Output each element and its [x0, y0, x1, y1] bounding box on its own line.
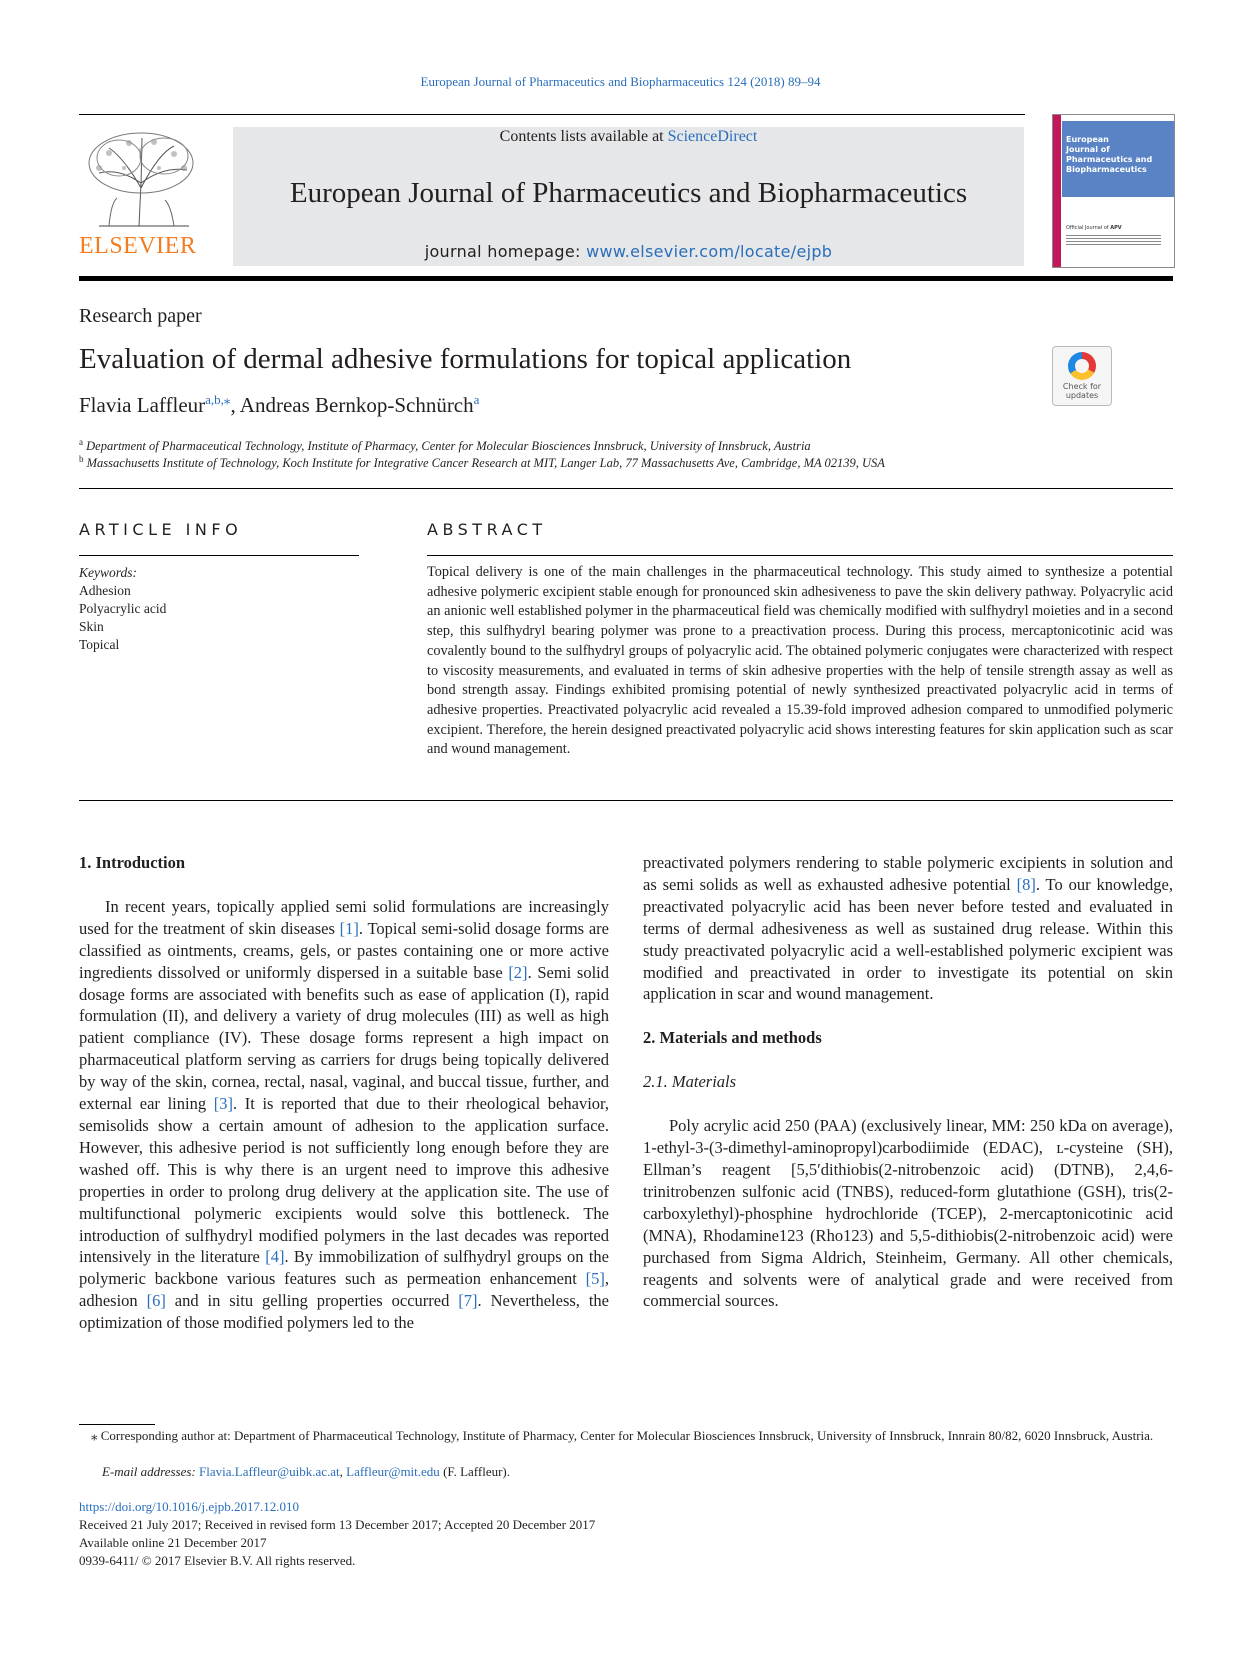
affiliation-mark: a — [79, 437, 83, 447]
abstract-text: Topical delivery is one of the main challenges in the pharmaceutical technology. This study aimed to synthesize a potential adhesive polymeric excipient stable enough for pronounced skin adhesiveness to pave the skin delivery pathway. Polyacrylic acid an anionic well established polymer in the pharmaceutical field was chemically modified with sulfhydryl moieties and in a second step, this sulfhydryl bearing polymer was prone to a preactivation process. During this process, mercaptonicotinic acid was covalently bound to the sulfhydryl groups of polyacrylic acid. The obtained polymeric conjugates were characterized with respect to viscosity measurements, and evaluated in terms of skin adhesive properties with the help of tensile strength assay as well as bond strength assay. Findings exhibited promising potential of newly synthesized preactivated polyacrylic acid in terms of adhesive properties. Preactivated polyacrylic acid revealed a 15.39-fold improved adhesion compared to unmodified polymeric excipient. Therefore, the herein designed preactivated polyacrylic acid shows interesting features for skin application such as scar and wound management. — [427, 564, 1173, 758]
cover-title — [1066, 135, 1172, 175]
text-run: and in situ gelling properties occurred — [165, 1291, 459, 1311]
email-label: E-mail addresses: — [102, 1464, 200, 1479]
affiliation-text: Department of Pharmaceutical Technology, Institute of Pharmacy, Center for Molecular Biosciences Innsbruck, University of Innsbruck, Austria — [86, 439, 811, 454]
keyword: Topical — [79, 637, 120, 652]
section-heading-introduction: 1. Introduction — [79, 853, 186, 872]
left-column — [79, 852, 609, 1334]
subsection-heading-materials: 2.1. Materials — [643, 1072, 737, 1092]
available-online: Available online 21 December 2017 — [79, 1535, 267, 1550]
text-run: . It is reported that due to their rheological behavior, semisolids show a certain amount of adhesion to the application surface. However, this adhesive period is not sufficiently long enough before they are washed off. This is why there is an urgent need to improve this adhesive properties in order to prolong drug delivery at the application site. The use of multifunctional polymeric excipients would solve this bottleneck. The introduction of sulfhydryl modified polymers in the last decades was reported intensively in the literature — [79, 1094, 609, 1267]
text-run: In recent years, topically applied semi solid formulations are increasingly used for the treatment of skin diseases — [79, 896, 609, 938]
check-for-updates-label: Check for updates — [1062, 382, 1102, 400]
check-for-updates-button[interactable] — [1052, 346, 1112, 406]
email-separator: , — [339, 1464, 347, 1479]
intro-paragraph — [79, 896, 609, 1334]
affiliation — [79, 454, 885, 471]
sciencedirect-link[interactable]: ScienceDirect — [667, 128, 758, 145]
article-info-heading: ARTICLE INFO — [79, 520, 243, 539]
contents-prefix: Contents lists available at — [499, 128, 668, 145]
received-dates: Received 21 July 2017; Received in revised form 13 December 2017; Accepted 20 December 2017 — [79, 1517, 596, 1532]
cover-strip — [1053, 115, 1061, 267]
affiliation-text: Massachusetts Institute of Technology, Koch Institute for Integrative Cancer Research at MIT, Langer Lab, 77 Massachusetts Ave, Cambridge, MA 02139, USA — [86, 456, 885, 471]
author-list — [79, 392, 479, 418]
keyword: Adhesion — [79, 583, 131, 598]
copyright: 0939-6411/ © 2017 Elsevier B.V. All rights reserved. — [79, 1553, 356, 1568]
text-run: preactivated polymers rendering to stable polymeric excipients in solution and as semi solids as well as exhausted adhesive potential — [643, 853, 1173, 894]
author-separator: , — [230, 393, 240, 417]
text-run: . Nevertheless, the optimization of those modified polymers led to the — [79, 1291, 609, 1333]
doi-link[interactable] — [79, 1498, 299, 1516]
article-info-rule — [79, 555, 359, 556]
text-run: . Topical semi-solid dosage forms are classified as ointments, creams, gels, or pastes containing one or more active ingredients dissolved or uniformly dispersed in a suitable base — [79, 918, 609, 982]
materials-paragraph: Poly acrylic acid 250 (PAA) (exclusively linear, MM: 250 kDa on average), 1-ethyl-3-(3-dimethyl-aminopropyl)carbodiimide (EDAC), ʟ-cysteine (SH), Ellman’s reagent [5,5′dithiobis(2-nitrobenzoic acid) (DTNB), 2,4,6-trinitrobenzen sulfonic acid (TNBS), reduced-form glutathione (GSH), tris(2-carboxylethyl)-phosphine hydrochloride (TCEP), 2-mercaptonicotinic acid (MNA), Rhodamine123 (Rho123) and 5,5-dithiobis(2-nitrobenzoic acid) were purchased from Sigma Aldrich, Steinheim, Germany. All other chemicals, reagents and solvents were of analytical grade and were received from commercial sources. — [643, 1116, 1173, 1311]
reference-link[interactable]: [6] — [146, 1291, 166, 1311]
homepage-link[interactable]: www.elsevier.com/locate/ejpb — [586, 242, 833, 261]
section-heading-methods: 2. Materials and methods — [643, 1028, 822, 1048]
publisher-wordmark: ELSEVIER — [79, 233, 197, 259]
text-run: . By immobilization of sulfhydryl groups on the polymeric backbone various features such as permeation enhancement — [79, 1247, 609, 1289]
reference-link[interactable]: [2] — [508, 962, 528, 982]
email-link[interactable]: Laffleur@mit.edu — [346, 1464, 440, 1479]
footnote-rule — [79, 1424, 155, 1425]
doi-link-text[interactable]: https://doi.org/10.1016/j.ejpb.2017.12.010 — [79, 1499, 300, 1514]
email-footnote — [102, 1463, 1196, 1481]
title-block-rule — [79, 488, 1173, 489]
check-for-updates-icon — [1068, 352, 1096, 380]
email-link[interactable]: Flavia.Laffleur@uibk.ac.at — [199, 1464, 340, 1479]
keyword: Polyacrylic acid — [79, 601, 167, 616]
reference-link[interactable]: [1] — [339, 918, 359, 938]
elsevier-tree-icon — [79, 128, 204, 228]
abstract-bottom-rule — [79, 800, 1173, 801]
keywords-label: Keywords: — [79, 565, 137, 580]
header-thick-rule — [79, 276, 1173, 281]
journal-banner — [233, 127, 1024, 266]
abstract-rule — [427, 555, 1173, 556]
footnote-mark: ⁎ — [91, 1428, 98, 1443]
text-run: . To our knowledge, preactivated polyacrylic acid has been never before tested and evaluated in terms of dermal adhesiveness as well as sustained drug release. Within this study preactivated polyacrylic acid a well-established polymeric excipient was modified and preactivated in order to investigate its potential on skin application in scar and wound management. — [643, 874, 1173, 1004]
keywords-block — [79, 564, 166, 654]
header-rule — [79, 114, 1025, 115]
abstract-heading: ABSTRACT — [427, 520, 547, 539]
journal-cover[interactable] — [1052, 114, 1175, 268]
email-suffix: (F. Laffleur). — [439, 1464, 511, 1479]
journal-citation[interactable]: European Journal of Pharmaceutics and Biopharmaceutics 124 (2018) 89–94 — [420, 74, 821, 89]
paper-type: Research paper — [79, 305, 202, 327]
cover-title-line: European — [1066, 135, 1109, 144]
author-affiliation-mark[interactable]: a — [473, 392, 480, 407]
author-affiliation-mark[interactable]: a,b,⁎ — [205, 392, 231, 407]
reference-link[interactable]: [4] — [265, 1247, 285, 1267]
keyword: Skin — [79, 619, 104, 634]
homepage-prefix: journal homepage: — [424, 242, 587, 261]
elsevier-logo — [79, 128, 204, 263]
footnote-text: Corresponding author at: Department of Pharmaceutical Technology, Institute of Pharmacy, Center for Molecular Biosciences Innsbruck, University of Innsbruck, Innrain 80/82, 6020 Innsbruck, Austria. — [97, 1428, 1154, 1443]
homepage-line — [233, 242, 1024, 261]
reference-link[interactable]: [8] — [1016, 874, 1036, 894]
intro-paragraph-continued — [643, 852, 1173, 1005]
author-name[interactable]: Flavia Laffleur — [79, 393, 206, 417]
text-run: , adhesion — [79, 1269, 609, 1311]
cover-sub-text: Official Journal of — [1066, 225, 1109, 231]
affiliation — [79, 437, 811, 454]
right-column — [643, 852, 1173, 1312]
cover-title-line: Pharmaceutics and — [1066, 155, 1153, 164]
journal-title: European Journal of Pharmaceutics and Biopharmaceutics — [289, 177, 968, 209]
cover-apv: APV — [1110, 225, 1122, 231]
cover-fine-print — [1066, 235, 1161, 245]
contents-line — [233, 128, 1024, 146]
article-title: Evaluation of dermal adhesive formulations for topical application — [79, 343, 852, 375]
author-name[interactable]: Andreas Bernkop-Schnürch — [239, 393, 474, 417]
text-run: . Semi solid dosage forms are associated with benefits such as ease of application (I), rapid formulation (II), and delivery a variety of drug molecules (III) as well as high patient compliance (IV). These dosage forms represent a high impact on pharmaceutical platform serving as carriers for drugs being topically delivered by way of the skin, cornea, rectal, nasal, vaginal, and buccal tissue, further, and external ear lining — [79, 962, 609, 1114]
cover-title-line: Journal of — [1066, 145, 1110, 154]
cover-subtitle — [1066, 225, 1122, 231]
cover-title-line: Biopharmaceutics — [1066, 165, 1147, 174]
affiliation-mark: b — [79, 454, 84, 464]
reference-link[interactable]: [5] — [585, 1269, 605, 1289]
corresponding-author-footnote — [79, 1427, 1173, 1445]
reference-link[interactable]: [3] — [213, 1094, 233, 1114]
reference-link[interactable]: [7] — [458, 1291, 478, 1311]
